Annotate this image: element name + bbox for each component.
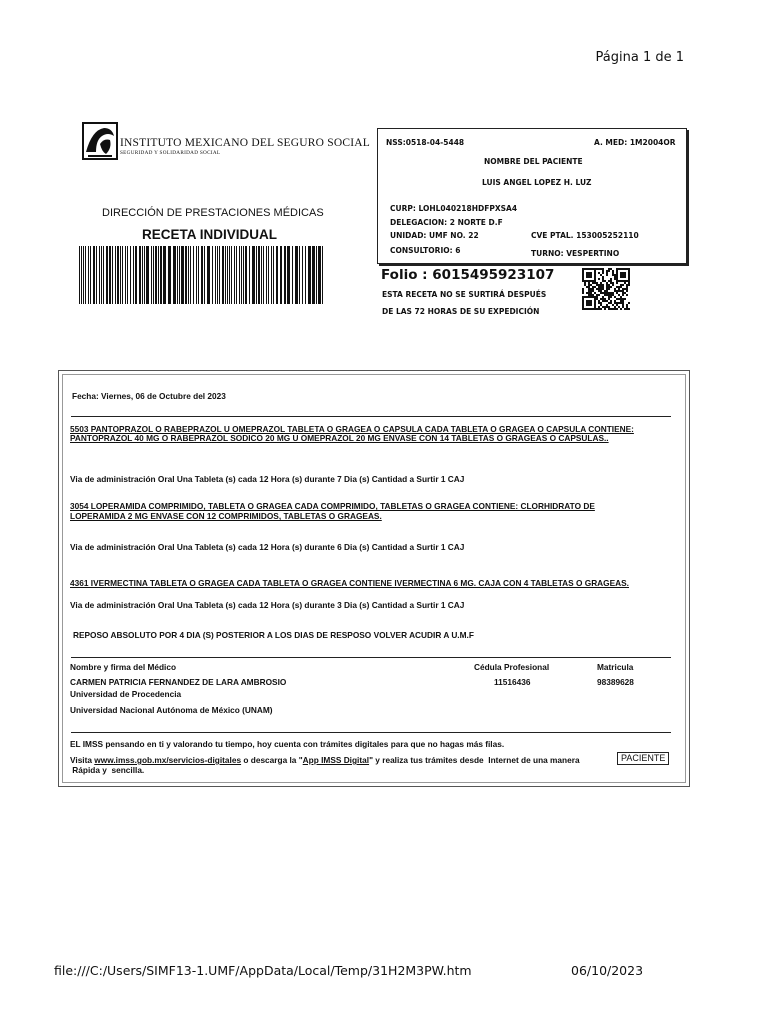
institution-subtitle: SEGURIDAD Y SOLIDARIDAD SOCIAL <box>120 150 221 156</box>
imss-logo-icon <box>82 122 118 160</box>
med-3-line1: 4361 IVERMECTINA TABLETA O GRAGEA CADA TABLETA O GRAGEA CONTIENE IVERMECTINA 6 MG. CAJA CON 4 TABLETAS O GRAGEAS. <box>70 578 629 588</box>
divider <box>71 657 671 658</box>
turno: TURNO: VESPERTINO <box>531 249 620 258</box>
folio-note-line2: DE LAS 72 HORAS DE SU EXPEDICIÓN <box>382 307 540 316</box>
imss-note-end: Rápida y sencilla. <box>70 765 145 775</box>
patient-name: LUIS ANGEL LOPEZ H. LUZ <box>482 178 592 187</box>
servicios-digitales-link[interactable]: www.imss.gob.mx/servicios-digitales <box>94 755 242 765</box>
barcode-icon <box>79 246 323 304</box>
university-label: Universidad de Procedencia <box>70 689 182 699</box>
divider <box>71 732 671 733</box>
imss-note: EL IMSS pensando en ti y valorando tu tiempo, hoy cuenta con trámites digitales para que no hagas más filas. <box>70 739 505 749</box>
fecha: Fecha: Viernes, 06 de Octubre del 2023 <box>72 391 226 401</box>
curp: CURP: LOHL040218HDFPXSA4 <box>390 204 518 213</box>
prescription-box <box>58 370 690 787</box>
document-type-title: RECETA INDIVIDUAL <box>142 227 277 242</box>
afiliacion-medica: A. MED: 1M2004OR <box>594 138 676 147</box>
file-path: file:///C:/Users/SIMF13-1.UMF/AppData/Local/Temp/31H2M3PW.htm <box>54 963 472 978</box>
delegacion: DELEGACION: 2 NORTE D.F <box>390 218 503 227</box>
page-number: Página 1 de 1 <box>595 50 684 65</box>
paciente-badge: PACIENTE <box>617 752 669 765</box>
divider <box>71 416 671 417</box>
cedula-label: Cédula Profesional <box>474 662 550 672</box>
unidad: UNIDAD: UMF NO. 22 <box>390 231 479 240</box>
consultorio: CONSULTORIO: 6 <box>390 246 461 255</box>
matricula-value: 98389628 <box>597 677 634 687</box>
med-3-via: Via de administración Oral Una Tableta (s) cada 12 Hora (s) durante 3 Dia (s) Cantidad a Surtir 1 CAJ <box>70 600 465 610</box>
institution-name: INSTITUTO MEXICANO DEL SEGURO SOCIAL <box>120 137 370 149</box>
patient-name-label: NOMBRE DEL PACIENTE <box>484 157 583 166</box>
direccion-title: DIRECCIÓN DE PRESTACIONES MÉDICAS <box>102 207 324 219</box>
qr-code-icon <box>582 268 630 310</box>
med-2-line1: 3054 LOPERAMIDA COMPRIMIDO, TABLETA O GRAGEA CADA COMPRIMIDO, TABLETAS O GRAGEA CONTIENE: CLORHIDRATO DE <box>70 501 595 511</box>
cedula-value: 11516436 <box>494 677 531 687</box>
doctor-name-label: Nombre y firma del Médico <box>70 662 177 672</box>
med-1-line1: 5503 PANTOPRAZOL O RABEPRAZOL U OMEPRAZOL TABLETA O GRAGEA O CAPSULA CADA TABLETA O GRAGEA O CAPSULA CONTIENE: <box>70 424 634 434</box>
imss-visit-line: Visita www.imss.gob.mx/servicios-digitales o descarga la "App IMSS Digital" y realiza tus trámites desde Internet de una manera <box>70 755 580 765</box>
cve-ptal: CVE PTAL. 153005252110 <box>531 231 639 240</box>
reposo: REPOSO ABSOLUTO POR 4 DIA (S) POSTERIOR A LOS DIAS DE RESPOSO VOLVER ACUDIR A U.M.F <box>73 630 474 640</box>
med-2-line2: LOPERAMIDA 2 MG ENVASE CON 12 COMPRIMIDOS, TABLETAS O GRAGEAS. <box>70 511 382 521</box>
doctor-name: CARMEN PATRICIA FERNANDEZ DE LARA AMBROSIO <box>70 677 287 687</box>
app-imss-digital-link[interactable]: App IMSS Digital <box>302 755 370 765</box>
print-date: 06/10/2023 <box>571 963 644 978</box>
nss: NSS:0518-04-5448 <box>386 138 465 147</box>
med-2-via: Via de administración Oral Una Tableta (s) cada 12 Hora (s) durante 6 Dia (s) Cantidad a Surtir 1 CAJ <box>70 542 465 552</box>
university: Universidad Nacional Autónoma de México (UNAM) <box>70 705 273 715</box>
matricula-label: Matricula <box>597 662 634 672</box>
patient-info-box <box>377 128 687 264</box>
med-1-line2: PANTOPRAZOL 40 MG O RABEPRAZOL SODICO 20 MG U OMEPRAZOL 20 MG ENVASE CON 14 TABLETAS O GRAGEAS O CAPSULAS.. <box>70 433 609 443</box>
folio-note-line1: ESTA RECETA NO SE SURTIRÁ DESPUÉS <box>382 290 547 299</box>
folio: Folio : 6015495923107 <box>381 267 555 283</box>
med-1-via: Via de administración Oral Una Tableta (s) cada 12 Hora (s) durante 7 Dia (s) Cantidad a Surtir 1 CAJ <box>70 474 465 484</box>
